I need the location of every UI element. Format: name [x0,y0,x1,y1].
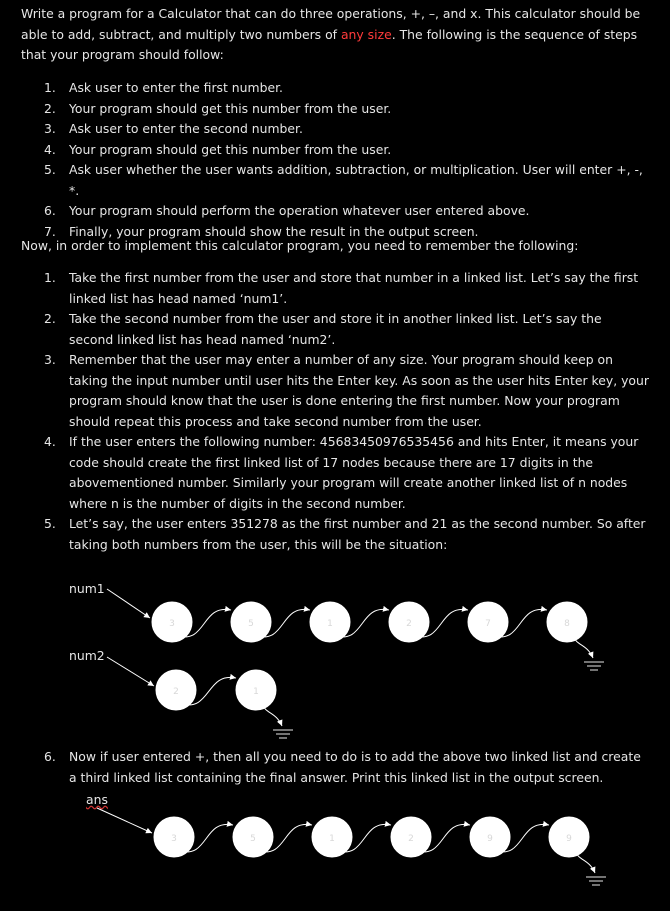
num1-node-digit: 1 [327,619,333,629]
item-text: Finally, your program should show the result in the output screen. [69,223,479,239]
ans-node-digit: 9 [566,834,572,844]
item-number: 4. [44,434,56,449]
item-text: Let’s say, the user enters 351278 as the first number and 21 as the second number. So after taking both numbers from the user, this will be the situation: [69,516,646,552]
num1-head-arrow [107,589,150,618]
item-text: Remember that the user may enter a number of any size. Your program should keep on taking the input number until user hits the Enter key. As soon as the user hits Enter key, your program should know that the user is done entering the first number. Now your program should repeat this process and take second number from the user. [69,352,649,429]
num1-node-digit: 3 [169,619,175,629]
item-text: Your program should get this number from the user. [69,100,392,116]
num2-node-digit: 1 [253,687,259,697]
ans-node-digit: 2 [408,834,414,844]
item-number: 7. [44,223,56,239]
item-number: 1. [44,80,56,95]
item-number: 3. [44,352,56,367]
num2-head-arrow [107,657,154,686]
ans-node-digit: 1 [329,834,335,844]
ans-head-arrow [97,808,152,833]
item-number: 3. [44,121,56,136]
ans-node-digit: 3 [171,834,177,844]
item-number: 6. [44,203,56,218]
item-text: Ask user whether the user wants addition, subtraction, or multiplication. User will enter +, -, *. [69,162,643,198]
num2-node-digit: 2 [173,687,179,697]
ans-node-digit: 5 [250,834,256,844]
intro-text-end: . The following is the sequence of steps that your program should follow: [21,26,638,62]
num2-null-ground-icon [273,730,293,738]
item-text: Ask user to enter the first number. [69,80,283,95]
item-number: 6. [44,749,56,764]
num1-node-digit: 2 [406,619,412,629]
item-number: 4. [44,141,56,157]
item-number: 5. [44,162,56,177]
num1-node-digit: 8 [564,619,570,629]
item-text: Your program should perform the operation whatever user entered above. [69,203,530,218]
item-text: Take the first number from the user and store that number in a linked list. Let’s say the first linked list has head named ‘num1’. [69,270,639,306]
item-number: 2. [44,100,56,116]
item-number: 5. [44,516,56,531]
intro-highlight: any size [340,26,392,42]
intro-text: Write a program for a Calculator that can do three operations, +, –, and x. This calculator should be able to add, subtract, and multiply two numbers of [21,6,641,42]
num1-null-ground-icon [584,662,604,670]
item-number: 2. [44,311,56,326]
item-text: If the user enters the following number: 45683450976535456 and hits Enter, it means your code should create the first linked list of 17 nodes because there are 17 digits in the abovementioned number. Similarly your program will create another linked list of n nodes where n is the number of digits in the second number. [69,434,639,511]
num1-label: num1 [69,581,105,596]
item-text: Take the second number from the user and store it in another linked list. Let’s say the second linked list has head named ‘num2’. [69,311,602,347]
num2-label: num2 [69,648,105,663]
ans-node-digit: 9 [487,834,493,844]
ans-null-ground-icon [586,877,606,885]
num1-node-digit: 7 [485,619,491,629]
item-text: Your program should get this number from the user. [69,141,392,157]
item-number: 1. [44,270,56,285]
remember-heading: Now, in order to implement this calculator program, you need to remember the following: [21,238,579,253]
item-text: Now if user entered +, then all you need to do is to add the above two linked list and create a third linked list containing the final answer. Print this linked list in the output screen. [69,749,641,785]
item-text: Ask user to enter the second number. [69,121,303,136]
num1-node-digit: 5 [248,619,254,629]
ans-label: ans [86,792,108,807]
